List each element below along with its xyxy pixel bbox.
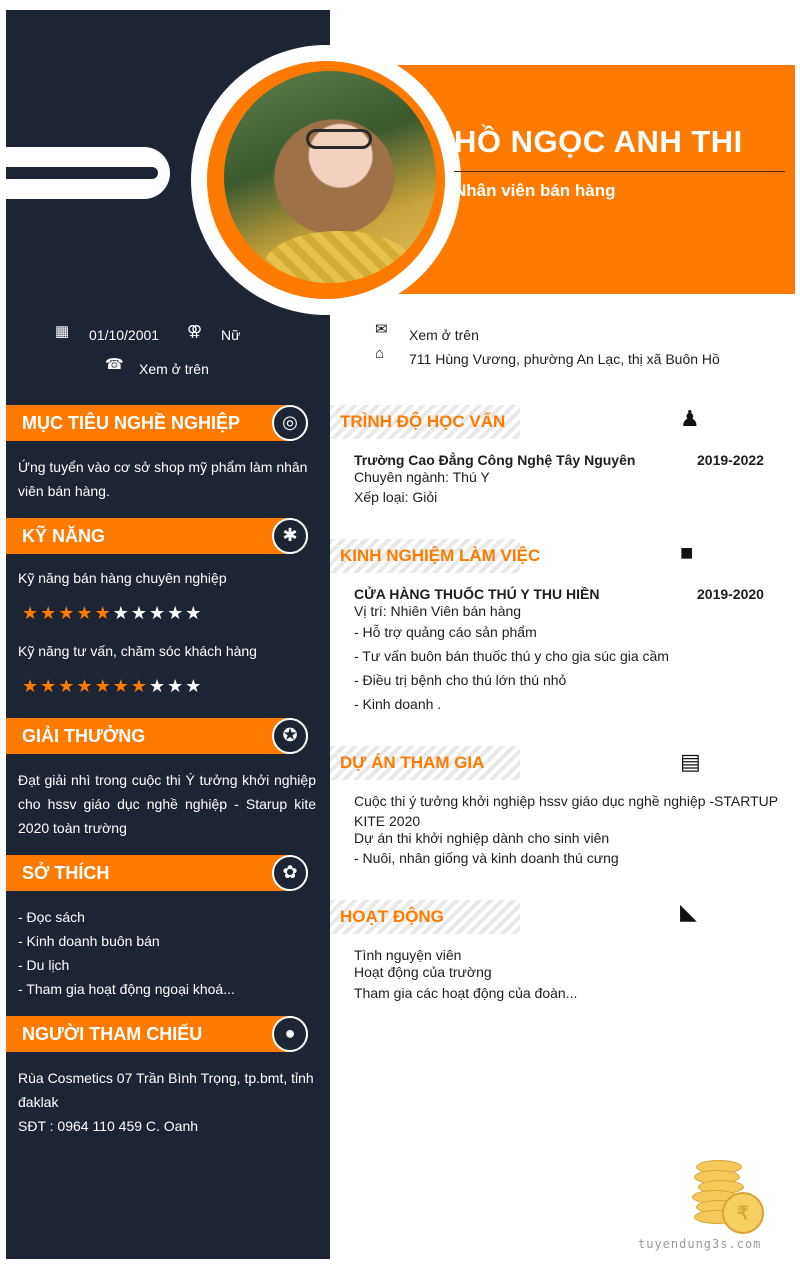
major: Chuyên ngành: Thú Y (354, 469, 490, 485)
home-icon: ⌂ (375, 345, 385, 362)
project-line: - Nuôi, nhân giống và kinh doanh thú cưng (354, 850, 619, 866)
section-title: KỸ NĂNG (22, 526, 106, 546)
skill-label: Kỹ năng tư vấn, chăm sóc khách hàng (18, 643, 257, 659)
education-years: 2019-2022 (697, 452, 764, 468)
star-filled-icon: ★ (22, 603, 41, 623)
task-item: - Tư vấn buôn bán thuốc thú y cho gia súc gia cầm (354, 648, 669, 664)
section-title: DỰ ÁN THAM GIA (340, 753, 485, 772)
star-filled-icon: ★ (40, 603, 59, 623)
hobby-item: - Tham gia hoạt động ngoại khoá... (18, 981, 235, 997)
address: 711 Hùng Vương, phường An Lạc, thị xã Buôn Hồ (409, 351, 720, 367)
skills-icon: ✱ (272, 518, 308, 554)
briefcase-icon: ■ (680, 540, 694, 565)
school-name: Trường Cao Đẳng Công Nghệ Tây Nguyên (354, 452, 636, 468)
calendar-icon: ▦ (55, 323, 70, 340)
star-empty-icon: ★ (112, 603, 131, 623)
job-title: Nhân viên bán hàng (454, 181, 616, 200)
star-filled-icon: ★ (76, 603, 95, 623)
grade: Xếp loại: Giỏi (354, 489, 438, 505)
task-item: - Hỗ trợ quảng cáo sản phẩm (354, 624, 537, 640)
star-filled-icon: ★ (58, 603, 77, 623)
section-title: HOẠT ĐỘNG (340, 907, 444, 926)
star-filled-icon: ★ (40, 676, 59, 696)
section-education-header (330, 405, 520, 439)
star-empty-icon: ★ (167, 603, 186, 623)
project-icon: ▤ (680, 749, 701, 774)
phone-icon: ☎ (105, 356, 124, 373)
hobby-item: - Du lịch (18, 957, 70, 973)
section-experience-header (330, 539, 541, 573)
company-name: CỬA HÀNG THUỐC THÚ Y THU HIỀN (354, 586, 600, 602)
reference-text: Rùa Cosmetics 07 Trần Bình Trọng, tp.bmt, tỉnh đaklak (18, 1070, 314, 1110)
name-divider (454, 171, 785, 172)
star-filled-icon: ★ (130, 676, 149, 696)
person-icon: ● (272, 1016, 308, 1052)
candidate-name: HỒ NGỌC ANH THI (454, 124, 743, 159)
gender-icon: ⚢ (187, 323, 203, 340)
section-skills-header (6, 518, 308, 554)
megaphone-icon: ◣ (680, 899, 697, 924)
section-title: KINH NGHIỆM LÀM VIỆC (340, 546, 541, 565)
email: Xem ở trên (409, 327, 479, 343)
star-empty-icon: ★ (148, 603, 168, 623)
watermark: tuyendung3s.com (638, 1237, 762, 1251)
star-filled-icon: ★ (76, 676, 95, 696)
project-line: Dự án thi khởi nghiệp dành cho sinh viên (354, 830, 610, 846)
position: Vị trí: Nhiên Viên bán hàng (354, 603, 522, 619)
palette-icon: ✿ (272, 855, 308, 891)
hobby-item: - Đọc sách (18, 909, 85, 925)
coins-icon: ₹ (690, 1160, 770, 1238)
section-activities-header (330, 900, 520, 934)
star-filled-icon: ★ (58, 676, 77, 696)
star-filled-icon: ★ (94, 603, 113, 623)
section-objective-header (6, 405, 308, 441)
section-title: SỞ THÍCH (22, 863, 110, 883)
profile-photo (224, 71, 436, 283)
section-title: NGƯỜI THAM CHIẾU (22, 1024, 203, 1044)
section-hobbies-header (6, 855, 308, 891)
section-awards-header (6, 718, 308, 754)
skill-label: Kỹ năng bán hàng chuyên nghiệp (18, 570, 227, 586)
star-empty-icon: ★ (130, 603, 149, 623)
section-title: TRÌNH ĐỘ HỌC VẤN (340, 412, 506, 431)
graduate-icon: ♟ (680, 406, 700, 431)
section-title: GIẢI THƯỞNG (22, 726, 146, 746)
section-references-header (6, 1016, 308, 1052)
skill-rating (22, 676, 203, 694)
activity-item: Tình nguyện viên (354, 947, 462, 963)
project-line: Cuộc thi ý tưởng khởi nghiệp hssv giáo dục nghề nghiệp -STARTUP (354, 793, 779, 809)
birthdate: 01/10/2001 (89, 327, 160, 343)
phone: Xem ở trên (139, 361, 209, 377)
star-empty-icon: ★ (148, 676, 168, 696)
star-empty-icon: ★ (185, 603, 204, 623)
experience-years: 2019-2020 (697, 586, 764, 602)
star-empty-icon: ★ (185, 676, 204, 696)
star-filled-icon: ★ (22, 676, 41, 696)
objective-text: Ứng tuyển vào cơ sở shop mỹ phẩm làm nhân viên bán hàng. (18, 459, 308, 499)
star-filled-icon: ★ (94, 676, 113, 696)
task-item: - Kinh doanh . (354, 696, 442, 712)
section-title: MỤC TIÊU NGHỀ NGHIỆP (22, 413, 241, 433)
star-filled-icon: ★ (112, 676, 131, 696)
star-empty-icon: ★ (167, 676, 186, 696)
activity-item: Hoạt động của trường (354, 964, 492, 980)
target-icon: ◎ (272, 405, 308, 441)
photo-shirt (264, 231, 414, 283)
activity-item: Tham gia các hoạt động của đoàn... (354, 985, 578, 1001)
photo-glasses (306, 129, 372, 149)
decorative-bar-inner (6, 167, 158, 179)
section-projects-header (330, 746, 520, 780)
email-icon: ✉ (375, 321, 388, 338)
project-line: KITE 2020 (354, 813, 421, 829)
gender: Nữ (221, 327, 241, 343)
task-item: - Điều trị bệnh cho thú lớn thú nhỏ (354, 672, 567, 688)
skill-rating (22, 603, 203, 621)
award-icon: ✪ (272, 718, 308, 754)
reference-phone: SĐT : 0964 110 459 C. Oanh (18, 1118, 199, 1134)
hobby-item: - Kinh doanh buôn bán (18, 933, 160, 949)
awards-text: Đạt giải nhì trong cuộc thi Ý tưởng khởi nghiệp cho hssv giáo dục nghề nghiệp - Starup kite 2020 toàn trường (18, 772, 316, 836)
